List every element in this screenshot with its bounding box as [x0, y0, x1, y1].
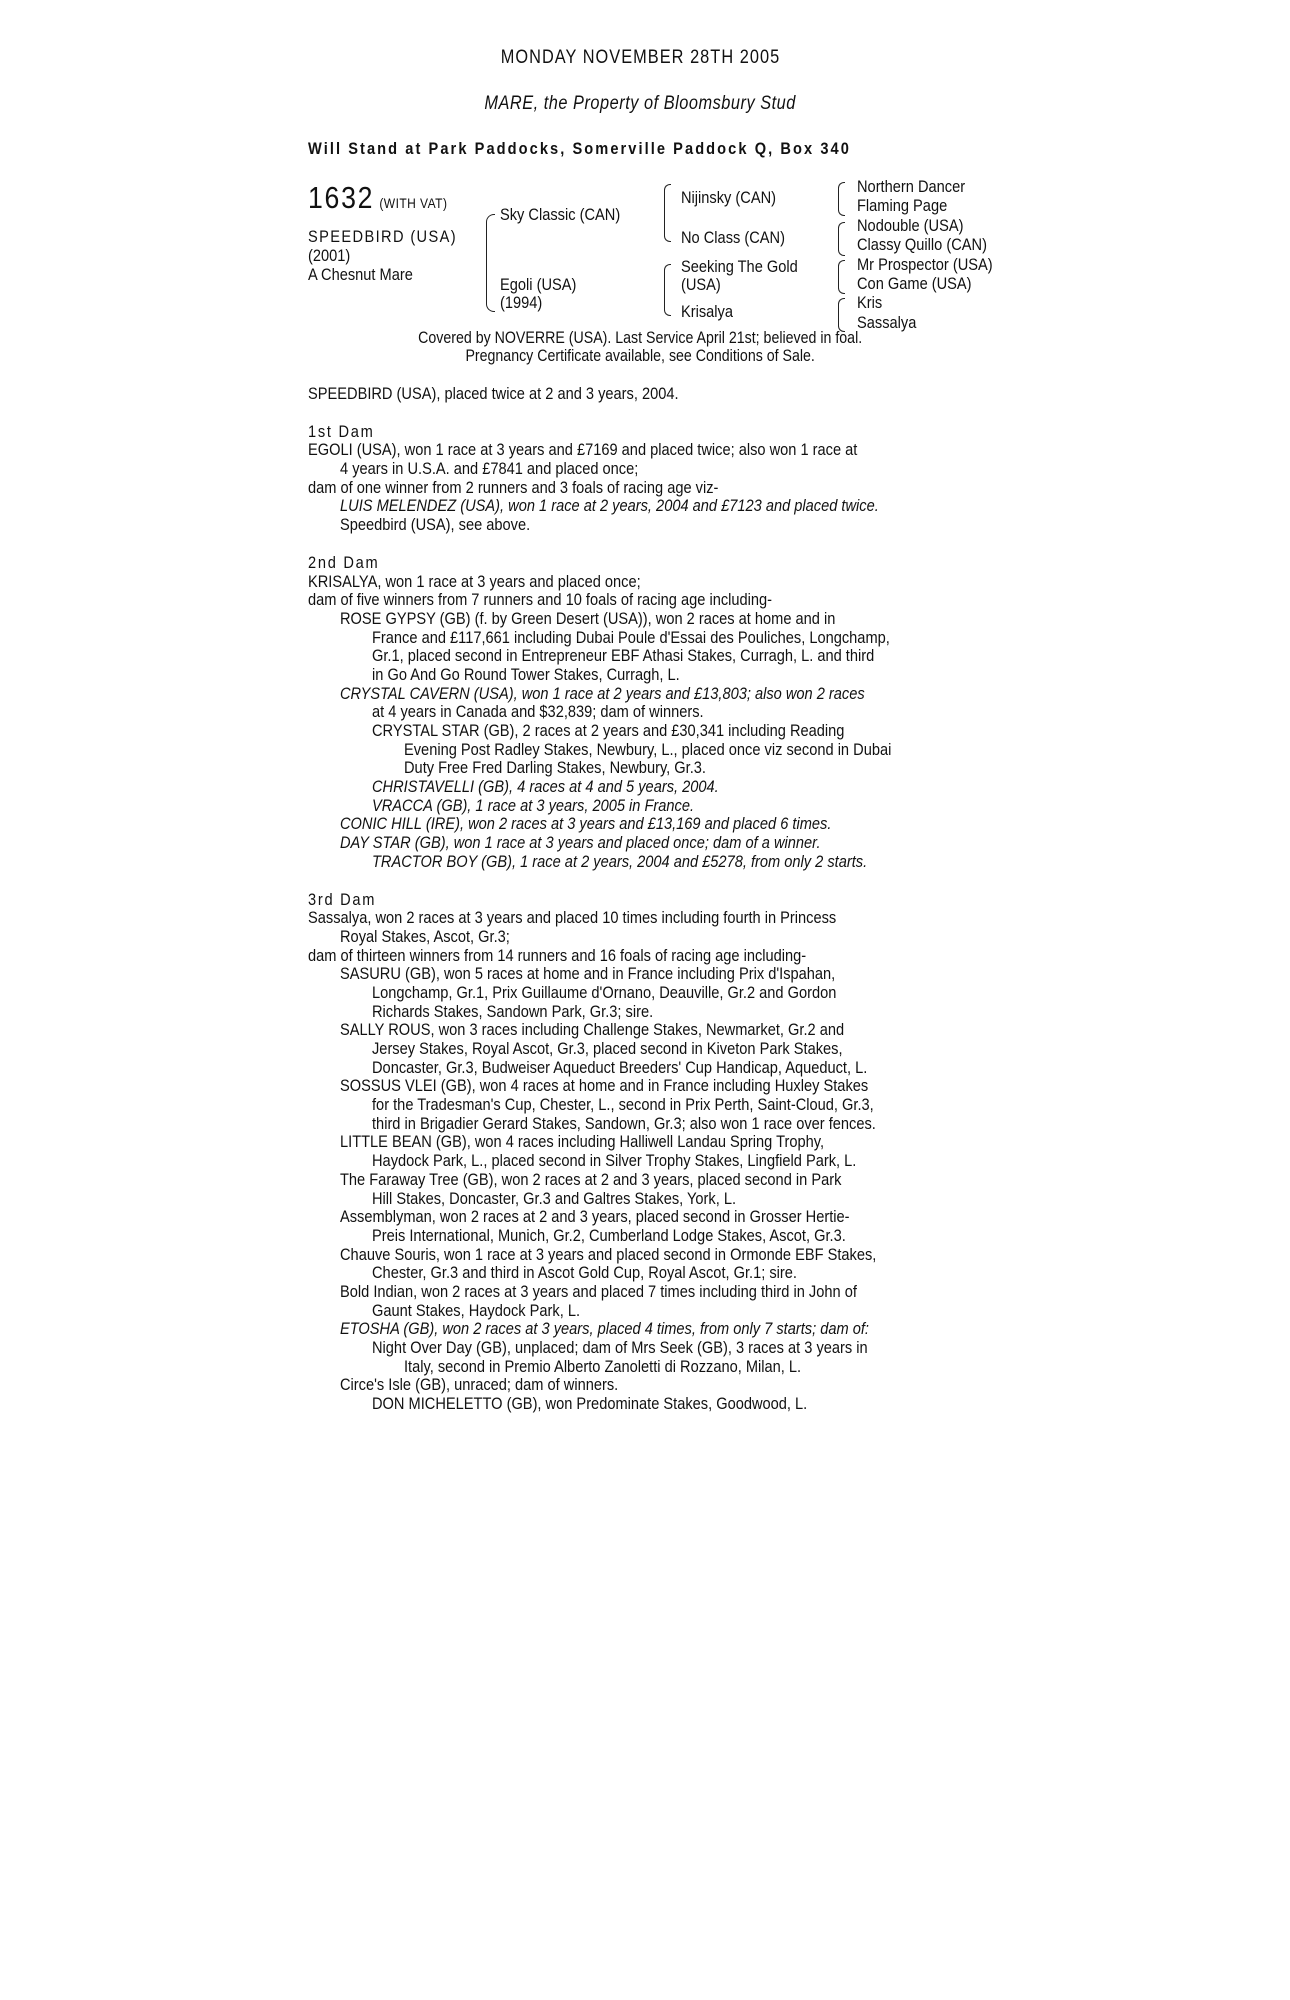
- lot-number: 1632 (WITH VAT): [308, 180, 448, 215]
- dam-dam: Krisalya: [681, 302, 734, 321]
- ds-sire: Mr Prospector (USA): [857, 255, 993, 274]
- dam: Egoli (USA): [500, 275, 577, 294]
- mare-title: MARE, the Property of Bloomsbury Stud: [484, 93, 797, 114]
- second-dam-section: 2nd Dam KRISALYA, won 1 race at 3 years and placed once; dam of five winners from 7 runners and 10 foals of racing age including- ROSE GYPSY (GB) (f. by Green Desert (USA)), won 2 races at home and in France and £117,661 including Dubai Poule d'Essai des Pouliches, Longchamp, Gr.1, placed second in Entrepreneur EBF Athasi Stakes, Curragh, L. and third in Go And Go Round Tower Stakes, Curragh, L. CRYSTAL CAVERN (USA), won 1 race at 2 years and £13,803; also won 2 races at 4 years in Canada and $32,839; dam of winners. CRYSTAL STAR (GB), 2 races at 2 years and £30,341 including Reading Evening Post Radley Stakes, Newbury, L., placed once viz second in Dubai Duty Free Fred Darling Stakes, Newbury, Gr.3. CHRISTAVELLI (GB), 4 races at 4 and 5 years, 2004. VRACCA (GB), 1 race at 3 years, 2005 in France. CONIC HILL (IRE), won 2 races at 3 years and £13,169 and placed 6 times. DAY STAR (GB), won 1 race at 3 years and placed once; dam of a winner. TRACTOR BOY (GB), 1 race at 2 years, 2004 and £5278, from only 2 starts.: [308, 554, 1008, 872]
- dam-year: (1994): [500, 293, 543, 312]
- ss-dam: Flaming Page: [857, 196, 948, 215]
- dam-sire-country: (USA): [681, 275, 721, 294]
- brace-sd: [838, 222, 845, 256]
- brace-generation-1: [486, 214, 495, 312]
- brace-dam: [664, 264, 671, 316]
- sire-sire: Nijinsky (CAN): [681, 188, 777, 207]
- ds-dam: Con Game (USA): [857, 274, 972, 293]
- brace-sire: [664, 184, 671, 242]
- dd-sire: Kris: [857, 293, 883, 312]
- ss-sire: Northern Dancer: [857, 177, 966, 196]
- section-heading: 3rd Dam: [308, 889, 377, 909]
- section-heading: 1st Dam: [308, 421, 375, 441]
- sire-dam: No Class (CAN): [681, 228, 785, 247]
- stand-location: Will Stand at Park Paddocks, Somerville Paddock Q, Box 340: [308, 139, 851, 158]
- catalogue-body: [308, 385, 1008, 1414]
- sale-date: MONDAY NOVEMBER 28TH 2005: [500, 47, 781, 68]
- first-dam-section: 1st Dam EGOLI (USA), won 1 race at 3 years and £7169 and placed twice; also won 1 race at 4 years in U.S.A. and £7841 and placed once; dam of one winner from 2 runners and 3 foals of racing age viz- LUIS MELENDEZ (USA), won 1 race at 2 years, 2004 and £7123 and placed twice. Speedbird (USA), see above.: [308, 423, 1008, 535]
- lot-identity: [308, 227, 481, 284]
- third-dam-section: 3rd Dam Sassalya, won 2 races at 3 years and placed 10 times including fourth in Princess Royal Stakes, Ascot, Gr.3; dam of thirteen winners from 14 runners and 16 foals of racing age including- SASURU (GB), won 5 races at home and in France including Prix d'Ispahan, Longchamp, Gr.1, Prix Guillaume d'Ornano, Deauville, Gr.2 and Gordon Richards Stakes, Sandown Park, Gr.3; sire. SALLY ROUS, won 3 races including Challenge Stakes, Newmarket, Gr.2 and Jersey Stakes, Royal Ascot, Gr.3, placed second in Kiveton Park Stakes, Doncaster, Gr.3, Budweiser Aqueduct Breeders' Cup Handicap, Aqueduct, L. SOSSUS VLEI (GB), won 4 races at home and in France including Huxley Stakes for the Tradesman's Cup, Chester, L., second in Prix Perth, Saint-Cloud, Gr.3, third in Brigadier Gerard Stakes, Sandown, Gr.3; also won 1 race over fences. LITTLE BEAN (GB), won 4 races including Halliwell Landau Spring Trophy, Haydock Park, L., placed second in Silver Trophy Stakes, Lingfield Park, L. The Faraway Tree (GB), won 2 races at 2 and 3 years, placed second in Park Hill Stakes, Doncaster, Gr.3 and Galtres Stakes, York, L. Assemblyman, won 2 races at 2 and 3 years, placed second in Grosser Hertie- Preis International, Munich, Gr.2, Cumberland Lodge Stakes, Ascot, Gr.3. Chauve Souris, won 1 race at 3 years and placed second in Ormonde EBF Stakes, Chester, Gr.3 and third in Ascot Gold Cup, Royal Ascot, Gr.1; sire. Bold Indian, won 2 races at 3 years and placed 7 times including third in John of Gaunt Stakes, Haydock Park, L. ETOSHA (GB), won 2 races at 3 years, placed 4 times, from only 7 starts; dam of: Night Over Day (GB), unplaced; dam of Mrs Seek (GB), 3 races at 3 years in Italy, second in Premio Alberto Zanoletti di Rozzano, Milan, L. Circe's Isle (GB), unraced; dam of winners. DON MICHELETTO (GB), won Predominate Stakes, Goodwood, L.: [308, 891, 1008, 1414]
- foaling-year: (2001): [308, 246, 351, 265]
- intro-line: SPEEDBIRD (USA), placed twice at 2 and 3 years, 2004.: [308, 384, 679, 403]
- sire: Sky Classic (CAN): [500, 205, 621, 224]
- dam-sire: Seeking The Gold: [681, 257, 798, 276]
- covering-note: Covered by NOVERRE (USA). Last Service April 21st; believed in foal. Pregnancy Certificate available, see Conditions of Sale.: [418, 329, 863, 365]
- dd-dam: Sassalya: [857, 313, 917, 332]
- section-heading: 2nd Dam: [308, 552, 380, 572]
- brace-ds: [838, 260, 845, 294]
- brace-dd: [838, 298, 845, 332]
- vat-note: (WITH VAT): [379, 195, 448, 211]
- horse-name: SPEEDBIRD (USA): [308, 227, 457, 246]
- horse-description: A Chesnut Mare: [308, 265, 413, 284]
- sd-sire: Nodouble (USA): [857, 216, 964, 235]
- brace-ss: [838, 182, 845, 216]
- sd-dam: Classy Quillo (CAN): [857, 235, 987, 254]
